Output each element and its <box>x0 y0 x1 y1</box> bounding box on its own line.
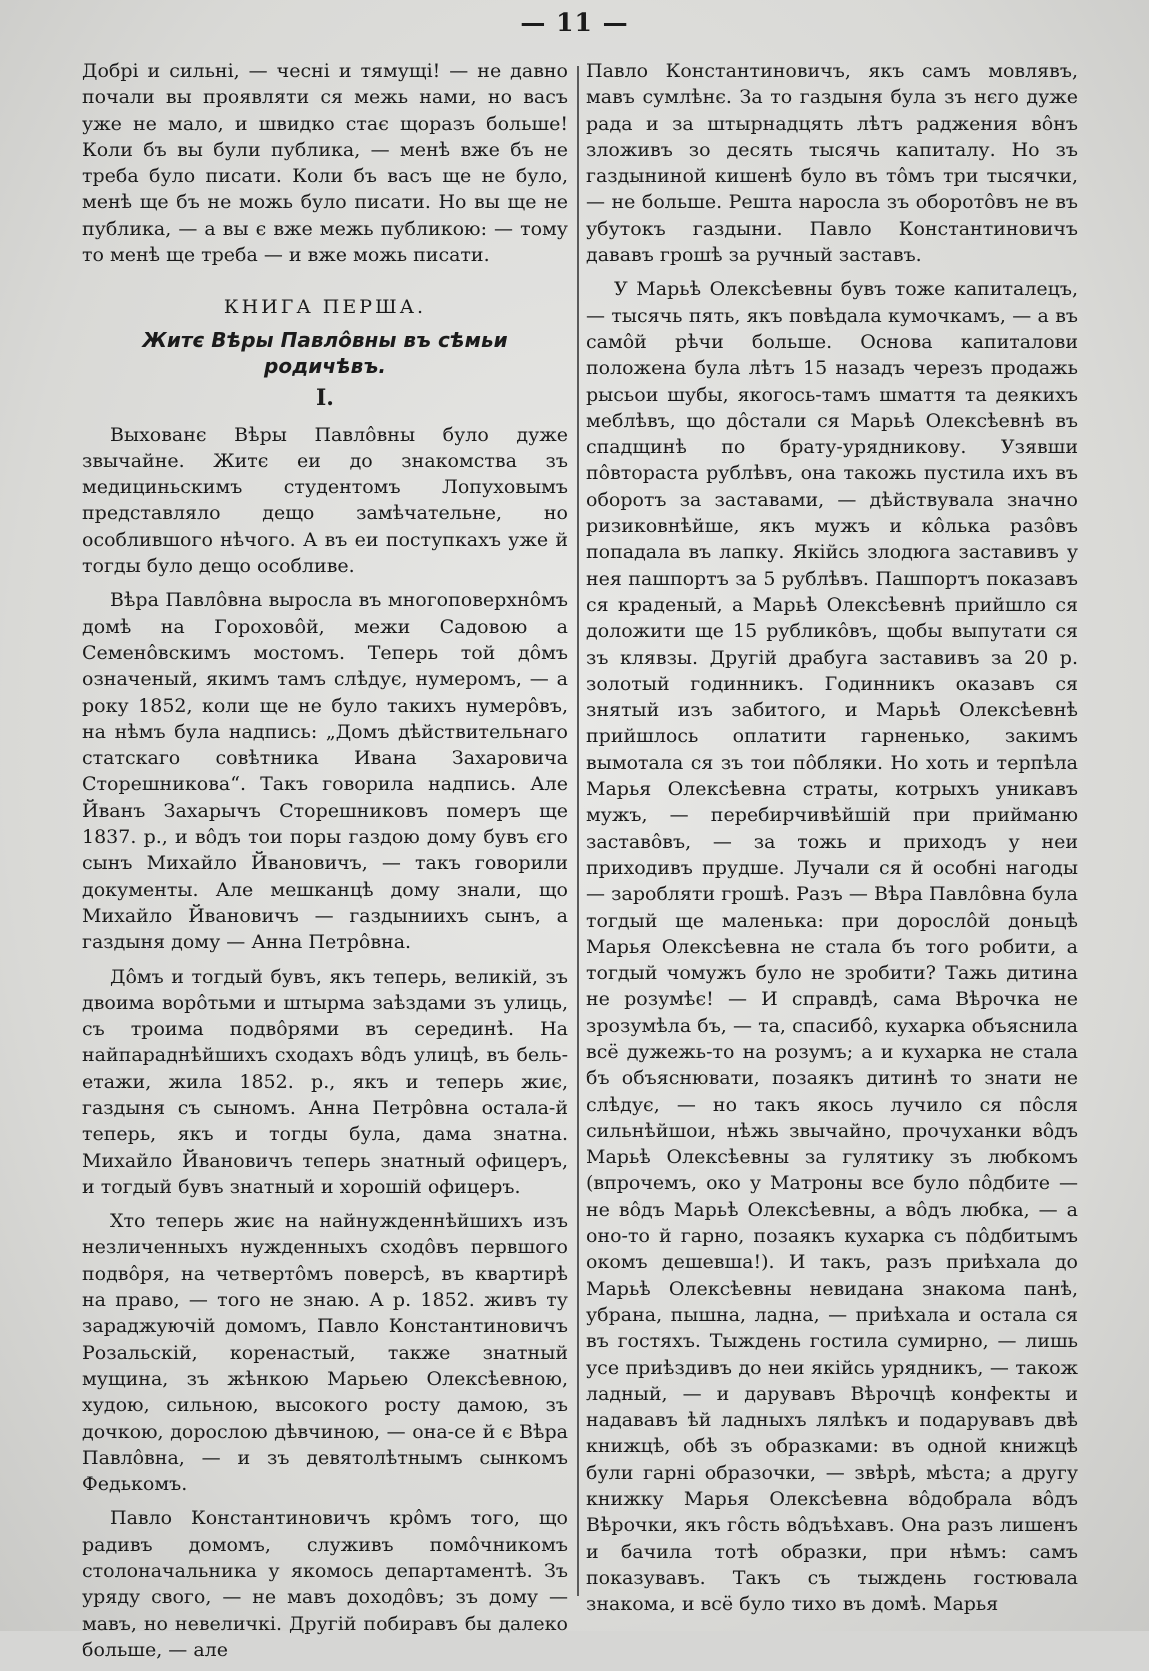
left-column <box>82 58 568 1671</box>
page-number: — 11 — <box>520 8 629 37</box>
right-column <box>586 58 1078 1626</box>
column-divider <box>577 66 579 1596</box>
intro-paragraph: Добрі и сильні, — чесні и тямущі! — не давно почали вы проявляти ся межь нами, но васъ уже не мало, и швидко стає щоразъ больше! Коли бъ вы були публика, — менѣ вже бъ не треба було писати. Коли бъ васъ ще не було, менѣ ще бъ не можь було писати. Но вы ще не публика, — а вы є вже межь публикою: — тому то менѣ ще треба — и вже можь писати. <box>82 60 568 267</box>
paragraph: Дôмъ и тогдый бувъ, якъ теперь, великій, зъ двоима ворôтьми и штырма заѣздами зъ улиць, съ троима подвôрями въ серединѣ. На найпараднѣйшихъ сходахъ вôдъ улицѣ, въ бель-етажи, жила 1852. р., якъ и теперь жиє, газдыня съ сыномъ. Анна Петрôвна остала-й теперь, якъ и тогды була, дама знатна. Михайло Йвановичъ теперь знатный офицеръ, и тогдый бувъ знатный и хорошій офицеръ. <box>82 965 568 1198</box>
paragraph: У Марьѣ Олексѣевны бувъ тоже капиталецъ, — тысячь пять, якъ повѣдала кумочкамъ, — а въ самôй рѣчи больше. Основа капиталови положена була лѣтъ 15 назадъ черезъ продажь рысьои шубы, якогось-тамъ шмаття та деякихъ меблѣвъ, що дôстали ся Марьѣ Олексѣевнѣ въ спадщинѣ по брату-урядникову. Узявши пôвтораста рублѣвъ, она такожь пустила ихъ въ оборотъ за заставами, — дѣйствувала значно ризиковнѣйше, якъ мужъ и кôлька разôвъ попадала въ лапку. Якійсь злодюга заставивъ у нея пашпортъ за 5 рублѣвъ. Пашпортъ показавъ ся краденый, а Марьѣ Олексѣевнѣ прийшло ся доложити ще 15 рубликôвъ, щобы выпутати ся зъ клявзы. Другій драбуга заставивъ за 20 р. золотый годинникъ. Годинникъ оказавъ ся знятый изъ забитого, и Марьѣ Олексѣевнѣ прийшлось оплатити гарненько, закимъ вымотала ся зъ тои пôбляки. Но хоть и терпѣла Марья Олексѣевна страты, котрыхъ уникавъ мужъ, — перебирчивѣйшій при прийманю заставôвъ, — за тожь и приходъ у неи приходивъ прудше. Лучали ся й особні нагоды — заробляти грошѣ. Разъ — Вѣра Павлôвна була тогдый ще маленька: при дорослôй доньцѣ Марья Олексѣевна не стала бъ того робити, а тогдый чомужъ було не зробити? Тажь дитина не розумѣє! — И справдѣ, сама Вѣрочка не зрозумѣла бъ, — та, спасибô, кухарка объяснила всё дужежь-то на розумъ; а и кухарка не стала бъ объяснювати, позаякъ дитинѣ то знати не слѣдує, — но такъ якось лучило ся пôсля сильнѣйшои, нѣжь звычайно, прочуханки вôдъ Марьѣ Олексѣевны за гулятику зъ любкомъ (впрочемъ, око у Матроны все було пôдбите — не вôдъ Марьѣ Олексѣевны, а вôдъ любка, — а оно-то й гарно, позаякъ кухарка съ пôдбитымъ окомъ дешевша!). И такъ, разъ приѣхала до Марьѣ Олексѣевны невидана знакома панѣ, убрана, пышна, ладна, — приѣхала и остала ся въ гостяхъ. Тыждень гостила сумирно, — лишь усе приѣздивъ до неи якійсь урядникъ, — також ладный, — и дарувавъ Вѣрочцѣ конфекты и надававъ ѣй ладныхъ лялѣкъ и подарувавъ двѣ книжцѣ, обѣ зъ образками: въ одной книжцѣ були гарні образочки, — звѣрѣ, мѣста; а другу книжку Марья Олексѣевна вôдобрала вôдъ Вѣрочки, якъ гôсть вôдъѣхавъ. Она разъ лишенъ и бачила тотѣ образки, при нѣмъ: самъ показувавъ. Такъ съ тыждень гостювала знакома, и всё було тихо въ домѣ. Марья <box>586 278 1078 1616</box>
section-number: I. <box>316 385 334 412</box>
paragraph: Павло Константиновичъ, якъ самъ мовлявъ, мавъ сумлѣнє. За то газдыня була зъ нєго дуже рада и за штырнадцять лѣтъ раджения вôнъ зложивъ зо десять тысячь капиталу. Но зъ газдыниной кишенѣ було въ тôмъ три тысячки, — не больше. Решта наросла зъ оборотôвъ не въ убутокъ газдыни. Павло Константиновичъ дававъ грошѣ за ручный заставъ. <box>586 60 1078 267</box>
paragraph: Павло Константиновичъ крôмъ того, що радивъ домомъ, служивъ помôчникомъ столоначальника у якомось департаментѣ. Зъ уряду свого, — не мавъ доходôвъ; зъ дому — мавъ, но невеличкі. Другій побиравъ бы далеко больше, — але <box>82 1507 568 1661</box>
paragraph: Выхованє Вѣры Павлôвны було дуже звычайне. Житє еи до знакомства зъ медициньскимъ студентомъ Лопуховымъ представляло дещо замѣчательне, но особлившого нѣчого. А въ еи поступкахъ уже й тогды було дещо особливе. <box>82 423 568 578</box>
paragraph: Хто теперь жиє на найнужденнѣйшихъ изъ незличенныхъ нужденныхъ сходôвъ первшого подвôря, на четвертôмъ поверсѣ, въ квартирѣ на право, — того не знаю. А р. 1852. живъ ту зараджуючій домомъ, Павло Константиновичъ Розальскій, коренастый, также знатный мущина, зъ жѣнкою Марьею Олексѣевною, худою, сильною, высокого росту дамою, зъ дочкою, дорослою дѣвчиною, — она-се й є Вѣра Павлôвна, — и зъ девятолѣтнымъ сынкомъ Федькомъ. <box>82 1210 568 1496</box>
paragraph: Вѣра Павлôвна выросла въ многоповерхнôмъ домѣ на Гороховôй, межи Садовою а Семенôвскимъ мостомъ. Теперь той дôмъ означеный, якимъ тамъ слѣдує, нумеромъ, — а року 1852, коли ще не було такихъ нумерôвъ, на нѣмъ була надпись: „Домъ дѣйствительнаго статскаго совѣтника Ивана Захаровича Сторешникова“. Такъ говорила надпись. Але Йванъ Захарычъ Сторешниковъ померъ ще 1837. р., и вôдъ тои поры газдою дому бувъ єго сынъ Михайло Йвановичъ, — такъ говорили документы. Але мешканцѣ дому знали, що Михайло Йвановичъ — газдыниихъ сынъ, а газдыня дому — Анна Петрôвна. <box>82 589 568 954</box>
book-title: КНИГА ПЕРША. <box>223 296 427 319</box>
chapter-title: Житє Вѣры Павлôвны въ сѣмьи родичѣвъ. <box>142 327 508 378</box>
